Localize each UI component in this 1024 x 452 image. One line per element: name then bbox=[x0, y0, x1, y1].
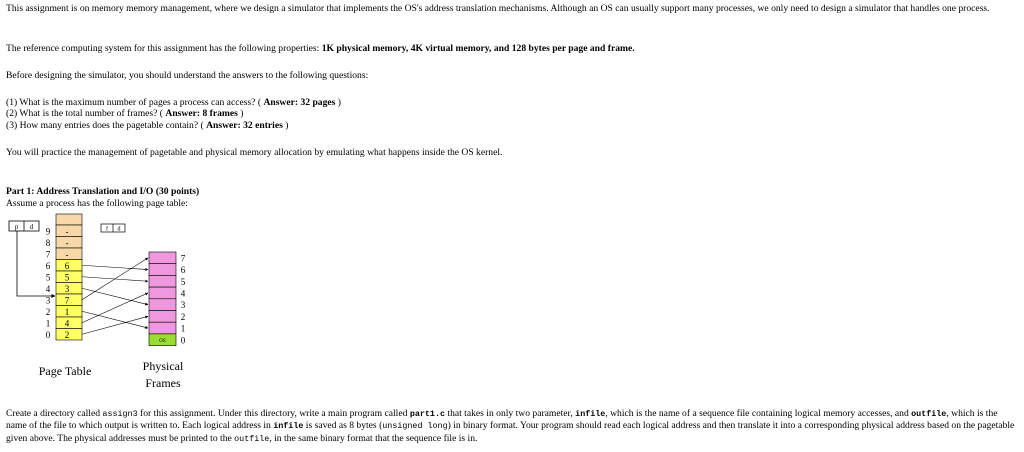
page-entry-value-5: 5 bbox=[64, 272, 70, 283]
page-table-entry-9 bbox=[56, 225, 82, 237]
closing-paragraph bbox=[6, 408, 1016, 445]
page-index-9: 9 bbox=[45, 226, 51, 237]
frames-label-line2: Frames bbox=[145, 376, 181, 390]
answer-1: Answer: 32 pages bbox=[263, 97, 336, 108]
question-1 bbox=[6, 97, 1016, 108]
part1-subheading: Assume a process has the following page table: bbox=[6, 198, 188, 209]
page-table-top-stub bbox=[56, 214, 82, 225]
page-entry-value-9: - bbox=[65, 226, 69, 237]
closing-text-5: , which is the name of the file to which output is written to. Each logical address in bbox=[6, 408, 998, 432]
intro-paragraph: This assignment is on memory memory management, where we design a simulator that implements the OS's address translation mechanisms. Although an OS can usually support many processes, we only need to design a simulator that handles one process. bbox=[6, 3, 990, 14]
closing-text-1: Create a directory called bbox=[6, 408, 103, 419]
question-1-close: ) bbox=[335, 97, 341, 108]
page-index-7: 7 bbox=[45, 249, 51, 260]
answer-2: Answer: 8 frames bbox=[165, 108, 238, 119]
answer-3: Answer: 32 entries bbox=[206, 120, 283, 131]
os-frame-label: OS bbox=[159, 338, 166, 344]
frame-7 bbox=[149, 252, 176, 264]
mapping-arrow-page-3 bbox=[82, 258, 148, 300]
page-index-6: 6 bbox=[45, 260, 51, 271]
code-infile-2: infile bbox=[273, 421, 304, 432]
logical-address-box bbox=[9, 221, 39, 231]
page-entry-value-2: 1 bbox=[64, 306, 70, 317]
code-infile: infile bbox=[575, 409, 606, 419]
closing-text-7: ) in binary format. Your program should read each logical address and then translate it into a corresponding physical address based on the pagetable given above. The physical addresses must be printed to the bbox=[6, 420, 1015, 444]
page-index-4: 4 bbox=[45, 283, 51, 294]
question-3 bbox=[6, 120, 1016, 131]
closing-text-3: that takes in only two parameter, bbox=[445, 408, 576, 419]
question-2 bbox=[6, 108, 1016, 119]
addr-fd-label: d bbox=[117, 226, 121, 233]
closing-text-6: is saved as 8 bytes ( bbox=[303, 420, 383, 432]
closing-text-4: , which is the name of a sequence file containing logical memory accesses, and bbox=[605, 408, 912, 419]
question-3-close: ) bbox=[282, 120, 289, 131]
page-index-8: 8 bbox=[45, 237, 51, 248]
page-index-0: 0 bbox=[45, 329, 51, 340]
page-table-entry-8 bbox=[56, 237, 82, 249]
page-entry-value-3: 7 bbox=[64, 295, 70, 306]
system-properties-paragraph bbox=[6, 43, 1016, 54]
frame-1 bbox=[149, 322, 176, 334]
addr-f-label: f bbox=[106, 226, 108, 233]
frame-index-2: 2 bbox=[180, 311, 186, 322]
page-entry-value-6: 6 bbox=[64, 260, 70, 271]
page-entry-value-1: 4 bbox=[64, 318, 70, 329]
frame-index-3: 3 bbox=[180, 300, 186, 311]
code-outfile: outfile bbox=[911, 409, 947, 419]
page-entry-value-8: - bbox=[65, 237, 69, 248]
question-1-text: (1) What is the maximum number of pages a process can access? ( bbox=[6, 97, 262, 108]
mapping-arrow-page-6 bbox=[82, 265, 148, 269]
addr-p-label: p bbox=[14, 223, 19, 231]
frame-index-5: 5 bbox=[180, 276, 186, 287]
frame-index-6: 6 bbox=[180, 265, 186, 276]
frame-4 bbox=[149, 287, 176, 299]
frame-3 bbox=[149, 299, 176, 311]
closing-text-2: for this assignment. Under this directory, write a main program called bbox=[137, 408, 410, 419]
page-table-entry-7 bbox=[56, 248, 82, 260]
code-assign3: assign3 bbox=[102, 409, 138, 419]
page-index-1: 1 bbox=[45, 318, 51, 329]
closing-text-8: , in the same binary format that the sequence file is in. bbox=[269, 432, 478, 444]
code-part1c: part1.c bbox=[409, 409, 445, 419]
system-properties-text: The reference computing system for this assignment has the following properties: bbox=[6, 43, 322, 54]
page-entry-value-4: 3 bbox=[64, 283, 70, 294]
physical-address-box bbox=[101, 224, 125, 233]
frame-index-7: 7 bbox=[180, 253, 186, 264]
practice-paragraph: You will practice the management of pagetable and physical memory allocation by emulating what happens inside the OS kernel. bbox=[6, 147, 503, 158]
addr-d-label: d bbox=[29, 223, 34, 231]
frame-5 bbox=[149, 275, 176, 287]
question-2-close: ) bbox=[237, 108, 244, 119]
frame-2 bbox=[149, 311, 176, 323]
page-entry-value-0: 2 bbox=[64, 329, 70, 340]
frame-index-1: 1 bbox=[180, 323, 186, 334]
code-outfile-2: outfile bbox=[234, 433, 270, 444]
frames-label-line1: Physical bbox=[142, 359, 184, 373]
page-index-2: 2 bbox=[45, 306, 51, 317]
page-index-3: 3 bbox=[45, 295, 51, 306]
part1-heading: Part 1: Address Translation and I/O (30 points) bbox=[6, 186, 200, 197]
mapping-arrow-page-1 bbox=[82, 293, 148, 323]
physical-frames bbox=[149, 252, 186, 346]
frame-index-0: 0 bbox=[180, 335, 186, 346]
page-table-label: Page Table bbox=[38, 364, 92, 378]
mapping-arrow-page-4 bbox=[82, 288, 148, 304]
frame-index-4: 4 bbox=[180, 288, 186, 299]
mapping-arrows bbox=[82, 258, 148, 334]
page-index-5: 5 bbox=[45, 272, 51, 283]
page-table bbox=[46, 225, 82, 340]
question-3-text: (3) How many entries does the pagetable contain? ( bbox=[6, 120, 204, 131]
before-designing-paragraph: Before designing the simulator, you should understand the answers to the following questions: bbox=[6, 70, 369, 81]
frame-6 bbox=[149, 264, 176, 276]
question-2-text: (2) What is the total number of frames? ( bbox=[6, 108, 163, 119]
system-properties-bold: 1K physical memory, 4K virtual memory, and 128 bytes per page and frame. bbox=[321, 43, 635, 54]
page-table-figure bbox=[0, 210, 220, 400]
code-unsigned-long: unsigned long bbox=[382, 421, 448, 432]
page-entry-value-7: - bbox=[65, 249, 69, 260]
